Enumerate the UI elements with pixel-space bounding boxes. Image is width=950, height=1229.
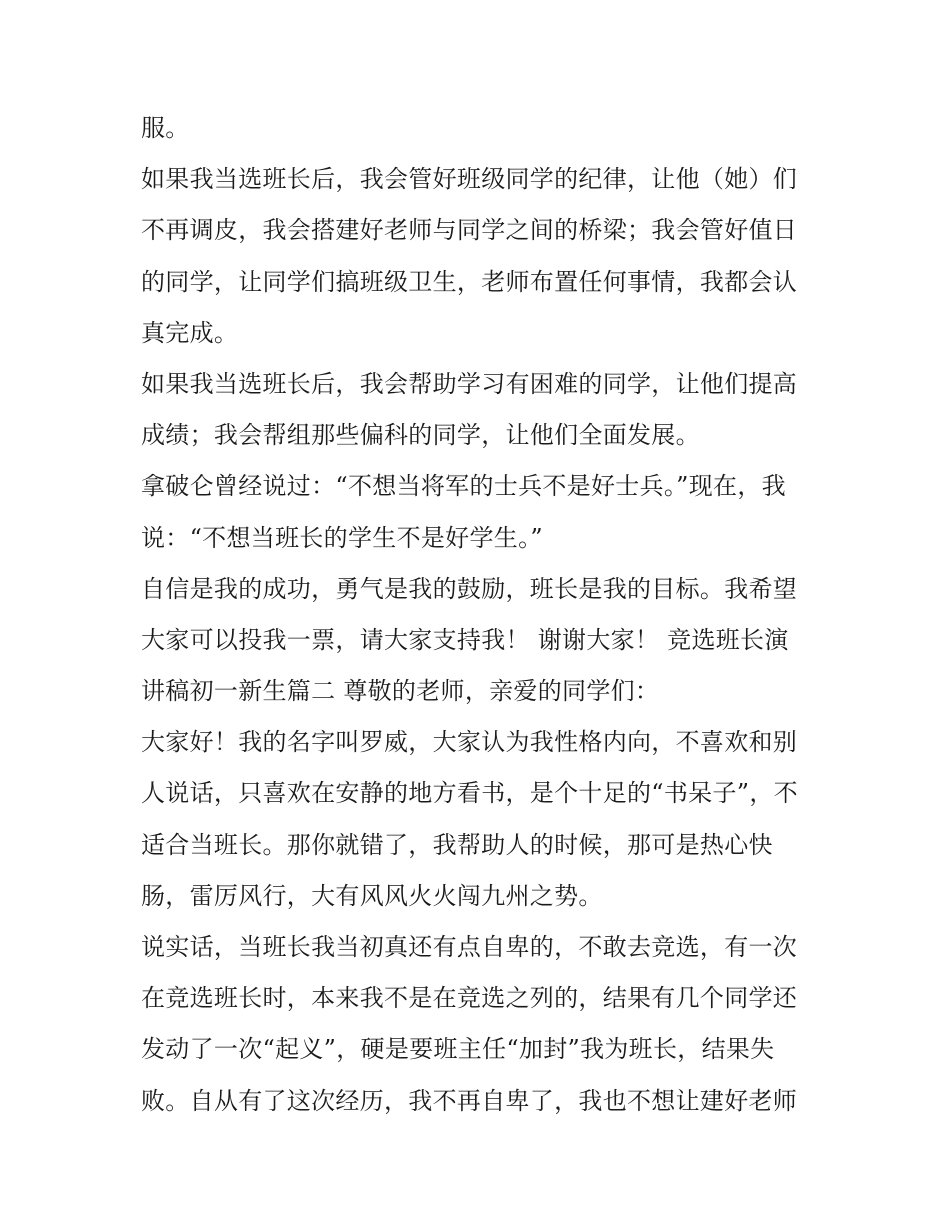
text-line: 讲稿初一新生篇二 尊敬的老师，亲爱的同学们： xyxy=(141,677,660,706)
text-line: 不再调皮，我会搭建好老师与同学之间的桥梁；我会管好值日 xyxy=(141,216,798,245)
text-line: 人说话，只喜欢在安静的地方看书，是个十足的“书呆子”，不 xyxy=(141,779,798,808)
text-line: 拿破仑曾经说过：“不想当将军的士兵不是好士兵。”现在，我 xyxy=(141,472,786,501)
text-line: 成绩；我会帮组那些偏科的同学，让他们全面发展。 xyxy=(141,421,700,450)
text-line: 的同学，让同学们搞班级卫生，老师布置任何事情，我都会认 xyxy=(141,267,798,296)
text-line: 如果我当选班长后，我会管好班级同学的纪律，让他（她）们 xyxy=(141,165,798,194)
text-line: 发动了一次“起义”，硬是要班主任“加封”我为班长，结果失 xyxy=(141,1035,775,1064)
text-line: 适合当班长。那你就错了，我帮助人的时候，那可是热心快 xyxy=(141,830,773,859)
text-line: 肠，雷厉风行，大有风风火火闯九州之势。 xyxy=(141,881,603,910)
text-line: 如果我当选班长后，我会帮助学习有困难的同学，让他们提高 xyxy=(141,369,798,398)
text-line: 自信是我的成功，勇气是我的鼓励，班长是我的目标。我希望 xyxy=(141,574,798,603)
text-line: 说：“不想当班长的学生不是好学生。” xyxy=(141,523,543,552)
text-line: 大家可以投我一票，请大家支持我！ 谢谢大家！ 竞选班长演 xyxy=(141,625,789,654)
text-line: 服。 xyxy=(141,114,190,142)
text-line: 大家好！我的名字叫罗威，大家认为我性格内向，不喜欢和别 xyxy=(141,728,798,757)
text-line: 败。自从有了这次经历，我不再自卑了，我也不想让建好老师 xyxy=(141,1086,798,1115)
text-line: 真完成。 xyxy=(141,318,239,347)
document-body xyxy=(141,103,821,1127)
text-line: 说实话，当班长我当初真还有点自卑的，不敢去竞选，有一次 xyxy=(141,933,798,961)
text-line: 在竞选班长时，本来我不是在竞选之列的，结果有几个同学还 xyxy=(141,984,798,1013)
